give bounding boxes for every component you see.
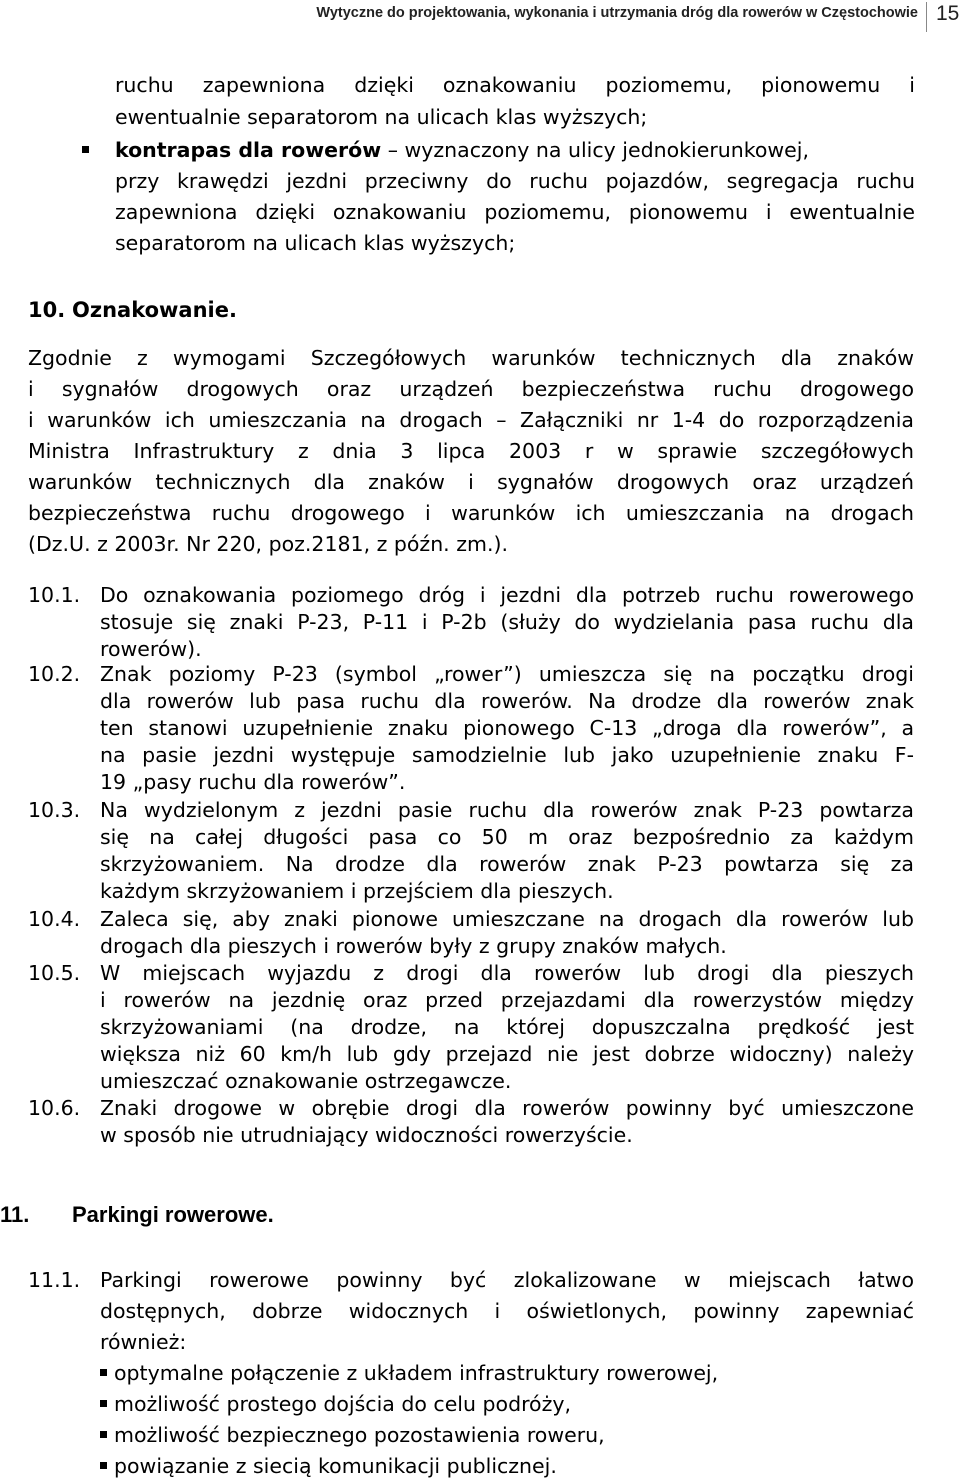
paragraph-line: Ministra Infrastruktury z dnia 3 lipca 2003 r w sprawie szczegółowych: [28, 439, 914, 463]
paragraph-line: się na całej długości pasa co 50 m oraz bezpośrednio za każdym: [100, 825, 914, 849]
paragraph-line: każdym skrzyżowaniem i przejściem dla pieszych.: [100, 879, 614, 903]
paragraph-line: Zaleca się, aby znaki pionowe umieszczane na drogach dla rowerów lub: [100, 907, 914, 931]
item-number: 10.4.: [28, 907, 81, 931]
item-number: 10.2.: [28, 662, 81, 686]
bullet-square-icon: [100, 1462, 107, 1469]
item-number: 11.1.: [28, 1268, 81, 1292]
paragraph-line: i warunków ich umieszczania na drogach – Załączniki nr 1-4 do rozporządzenia: [28, 408, 914, 432]
paragraph-line: umieszczać oznakowanie ostrzegawcze.: [100, 1069, 512, 1093]
paragraph-line: W miejscach wyjazdu z drogi dla rowerów lub drogi dla pieszych: [100, 961, 914, 985]
paragraph-line: ewentualnie separatorom na ulicach klas wyższych;: [115, 105, 648, 129]
paragraph-line: skrzyżowaniem. Na drodze dla rowerów znak P-23 powtarza się za: [100, 852, 914, 876]
bullet-square-icon: [100, 1369, 107, 1376]
section-11-title: Parkingi rowerowe.: [72, 1202, 274, 1227]
bullet-square-icon: [100, 1431, 107, 1438]
paragraph-line: dla rowerów lub pasa ruchu dla rowerów. Na drodze dla rowerów znak: [100, 689, 914, 713]
paragraph-line: w sposób nie utrudniający widoczności rowerzyście.: [100, 1123, 633, 1147]
paragraph-line: dostępnych, dobrze widocznych i oświetlonych, powinny zapewniać: [100, 1299, 914, 1323]
paragraph-line: Parkingi rowerowe powinny być zlokalizowane w miejscach łatwo: [100, 1268, 914, 1292]
page-header: [0, 0, 960, 36]
paragraph-line: rowerów).: [100, 637, 202, 661]
paragraph-line: bezpieczeństwa ruchu drogowego i warunków ich umieszczania na drogach: [28, 501, 914, 525]
header-title: Wytyczne do projektowania, wykonania i utrzymania dróg dla rowerów w Częstochowie: [316, 5, 918, 21]
paragraph-line: ten stanowi uzupełnienie znaku pionowego C-13 „droga dla rowerów”, a: [100, 716, 914, 740]
paragraph-line: i sygnałów drogowych oraz urządzeń bezpieczeństwa ruchu drogowego: [28, 377, 914, 401]
paragraph-line: ruchu zapewniona dzięki oznakowaniu poziomemu, pionowemu i: [115, 73, 915, 97]
section-10-title: Oznakowanie.: [72, 298, 237, 322]
header-divider: [926, 2, 927, 32]
paragraph-line: (Dz.U. z 2003r. Nr 220, poz.2181, z późn. zm.).: [28, 532, 508, 556]
item-number: 10.6.: [28, 1096, 81, 1120]
bullet-item-first-line: [115, 137, 809, 163]
paragraph-line: drogach dla pieszych i rowerów były z grupy znaków małych.: [100, 934, 727, 958]
paragraph-line: na pasie jezdni występuje samodzielnie lub jako uzupełnienie znaku F-: [100, 743, 914, 767]
paragraph-line: przy krawędzi jezdni przeciwny do ruchu pojazdów, segregacja ruchu: [115, 169, 915, 193]
bullet-rest: – wyznaczony na ulicy jednokierunkowej,: [381, 138, 810, 162]
list-item: możliwość bezpiecznego pozostawienia roweru,: [114, 1423, 605, 1447]
paragraph-line: Na wydzielonym z jezdni pasie ruchu dla rowerów znak P-23 powtarza: [100, 798, 914, 822]
paragraph-line: stosuje się znaki P-23, P-11 i P-2b (służy do wydzielania pasa ruchu dla: [100, 610, 914, 634]
paragraph-line: i rowerów na jezdnię oraz przed przejazdami dla rowerzystów między: [100, 988, 914, 1012]
paragraph-line: większa niż 60 km/h lub gdy przejazd nie jest dobrze widoczny) należy: [100, 1042, 914, 1066]
paragraph-line: 19 „pasy ruchu dla rowerów”.: [100, 770, 406, 794]
paragraph-line: zapewniona dzięki oznakowaniu poziomemu, pionowemu i ewentualnie: [115, 200, 915, 224]
bullet-square-icon: [100, 1400, 107, 1407]
page-number: 15: [936, 2, 960, 25]
bullet-term: kontrapas dla rowerów: [115, 138, 382, 162]
paragraph-line: Znak poziomy P-23 (symbol „rower”) umieszcza się na początku drogi: [100, 662, 914, 686]
paragraph-line: skrzyżowaniami (na drodze, na której dopuszczalna prędkość jest: [100, 1015, 914, 1039]
paragraph-line: Zgodnie z wymogami Szczegółowych warunków technicznych dla znaków: [28, 346, 914, 370]
bullet-square-icon: [82, 146, 89, 153]
section-10-number: 10.: [28, 298, 66, 322]
paragraph-line: również:: [100, 1330, 187, 1354]
list-item: możliwość prostego dojścia do celu podróży,: [114, 1392, 572, 1416]
paragraph-line: warunków technicznych dla znaków i sygnałów drogowych oraz urządzeń: [28, 470, 914, 494]
paragraph-line: Znaki drogowe w obrębie drogi dla rowerów powinny być umieszczone: [100, 1096, 914, 1120]
item-number: 10.1.: [28, 583, 81, 607]
paragraph-line: separatorom na ulicach klas wyższych;: [115, 231, 516, 255]
item-number: 10.3.: [28, 798, 81, 822]
paragraph-line: Do oznakowania poziomego dróg i jezdni dla potrzeb ruchu rowerowego: [100, 583, 914, 607]
list-item: powiązanie z siecią komunikacji publicznej.: [114, 1454, 557, 1478]
item-number: 10.5.: [28, 961, 81, 985]
section-11-number: 11.: [0, 1202, 30, 1227]
list-item: optymalne połączenie z układem infrastruktury rowerowej,: [114, 1361, 719, 1385]
